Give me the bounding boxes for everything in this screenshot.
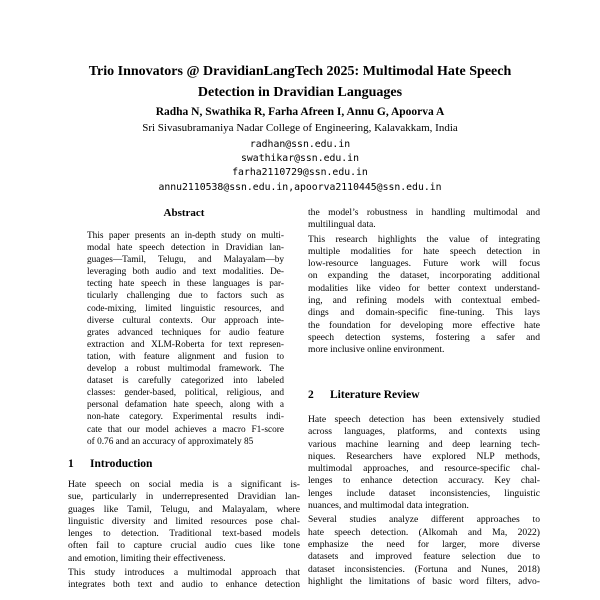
text-line: sue, particularly in underrepresented Dravidian lan- [68,491,300,503]
text-line: highlight the limitations of basic word filters, advo- [308,575,540,587]
text-line: dataset inconsistencies. (Fortuna and Nunes, 2018) [308,563,540,575]
text-line: niques. Researchers have explored NLP methods, [308,450,540,462]
text-line: multilingual data. [308,219,376,231]
text-line: the model’s robustness in handling multimodal and [308,207,540,218]
text-line: leveraging both audio and text modalities. De- [87,267,284,278]
text-line: ing, and refining models with contextual embed- [308,295,540,307]
text-line: datasets and improved feature selection due to [308,551,540,563]
section-title: Introduction [90,458,153,470]
email-address: farha2110729@ssn.edu.in [232,167,368,179]
email-block [0,138,600,195]
literature-review-body [308,414,540,588]
text-line: cate that our model achieves a macro F1-score [87,424,284,435]
text-line: hate speech detection. (Alkomah and Ma, 2022) [308,526,540,538]
section-title: Literature Review [330,389,420,401]
text-line: develop a robust multimodal framework. The [87,364,284,375]
text-line: classes: gender-based, political, religious, and [87,388,284,399]
email-address: radhan@ssn.edu.in [249,139,351,150]
text-line: dataset is carefully categorized into labeled [87,376,284,387]
text-line: various machine learning and deep learning tech- [308,438,540,450]
section-number: 1 [68,458,74,470]
text-line: tation, with feature alignment and fusion to [87,351,284,362]
text-line: modalities like video for better context understand- [308,282,540,294]
text-line: nuances, and multimodal data integration. [308,500,469,512]
affiliation-line: Sri Sivasubramaniya Nadar College of Engineering, Kalavakkam, India [142,122,458,134]
text-line: lenges to enhance detection accuracy. Key chal- [308,475,540,487]
paper-title-line-2: Detection in Dravidian Languages [197,85,403,100]
text-line: This research highlights the value of integrating [308,233,540,245]
section-heading-introduction [68,457,300,471]
email-address: swathikar@ssn.edu.in [241,153,359,165]
abstract-heading: Abstract [163,207,205,219]
text-line: code-mixing, limited linguistic resources, and [87,303,284,314]
text-line: lenges include dataset inconsistencies, linguistic [308,487,540,499]
paper-title-line-1: Trio Innovators @ DravidianLangTech 2025: Multimodal Hate Speech [88,64,512,79]
text-line: tecting hate speech in these languages is par- [87,279,284,290]
text-line: of 0.76 and an accuracy of approximately 85 [87,436,254,447]
text-line: diverse cultural contexts. Our approach inte- [87,315,284,326]
abstract-body [87,230,284,450]
text-line: non-hate category. Experimental results indi- [87,412,284,423]
text-line: guages like Tamil, Telugu, and Malayalam, where [68,503,300,515]
text-line: integrates both text and audio to enhance detection [68,579,300,591]
section-number: 2 [308,389,314,401]
text-line: Hate speech detection has been extensively studied [308,414,540,425]
text-line: Hate speech on social media is a significant is- [68,479,300,490]
text-line: more inclusive online environment. [308,344,445,356]
text-line: the foundation for developing more effective hate [308,319,540,331]
text-line: modal hate speech detection in Dravidian lan- [87,243,284,254]
text-line: extraction and XLM-Roberta for text represen- [87,339,284,350]
text-line: speech detection systems, fostering a safer and [308,331,540,343]
text-line: emphasize the need for larger, more diverse [308,538,540,550]
introduction-continued-body [308,207,540,359]
text-line: guages—Tamil, Telugu, and Malayalam—by [87,255,284,266]
email-address: annu2110538@ssn.edu.in,apoorva2110445@ssn.edu.in [158,181,442,193]
text-line: linguistic diversity and limited resources pose chal- [68,515,300,527]
text-line: often fail to capture crucial audio cues like tone [68,540,300,552]
authors-line: Radha N, Swathika R, Farha Afreen I, Annu G, Apoorva A [155,106,445,118]
text-line: Several studies analyze different approaches to [308,514,540,526]
section-heading-literature-review [308,388,540,402]
text-line: personal defamation hate speech, along with a [87,400,284,411]
text-line: lenges to detection. Traditional text-based models [68,528,300,540]
text-line: dings and domain-specific fine-tuning. This lays [308,307,540,319]
introduction-body [68,479,300,592]
text-line: ticularly challenging due to factors such as [87,291,284,302]
text-line: and emotion, limiting their effectiveness. [68,552,226,564]
text-line: multimodal approaches, and resource-specific chal- [308,463,540,475]
text-line: multiple modalities for hate speech detection in [308,245,540,257]
text-line: This study introduces a multimodal approach that [68,567,300,579]
text-line: across languages, platforms, and contexts using [308,426,540,438]
text-line: low-resource languages. Future work will focus [308,258,540,270]
text-line: This paper presents an in-depth study on multi- [87,231,284,241]
text-line: grates advanced techniques for audio feature [87,327,284,338]
text-line: on expanding the dataset, incorporating additional [308,270,540,282]
